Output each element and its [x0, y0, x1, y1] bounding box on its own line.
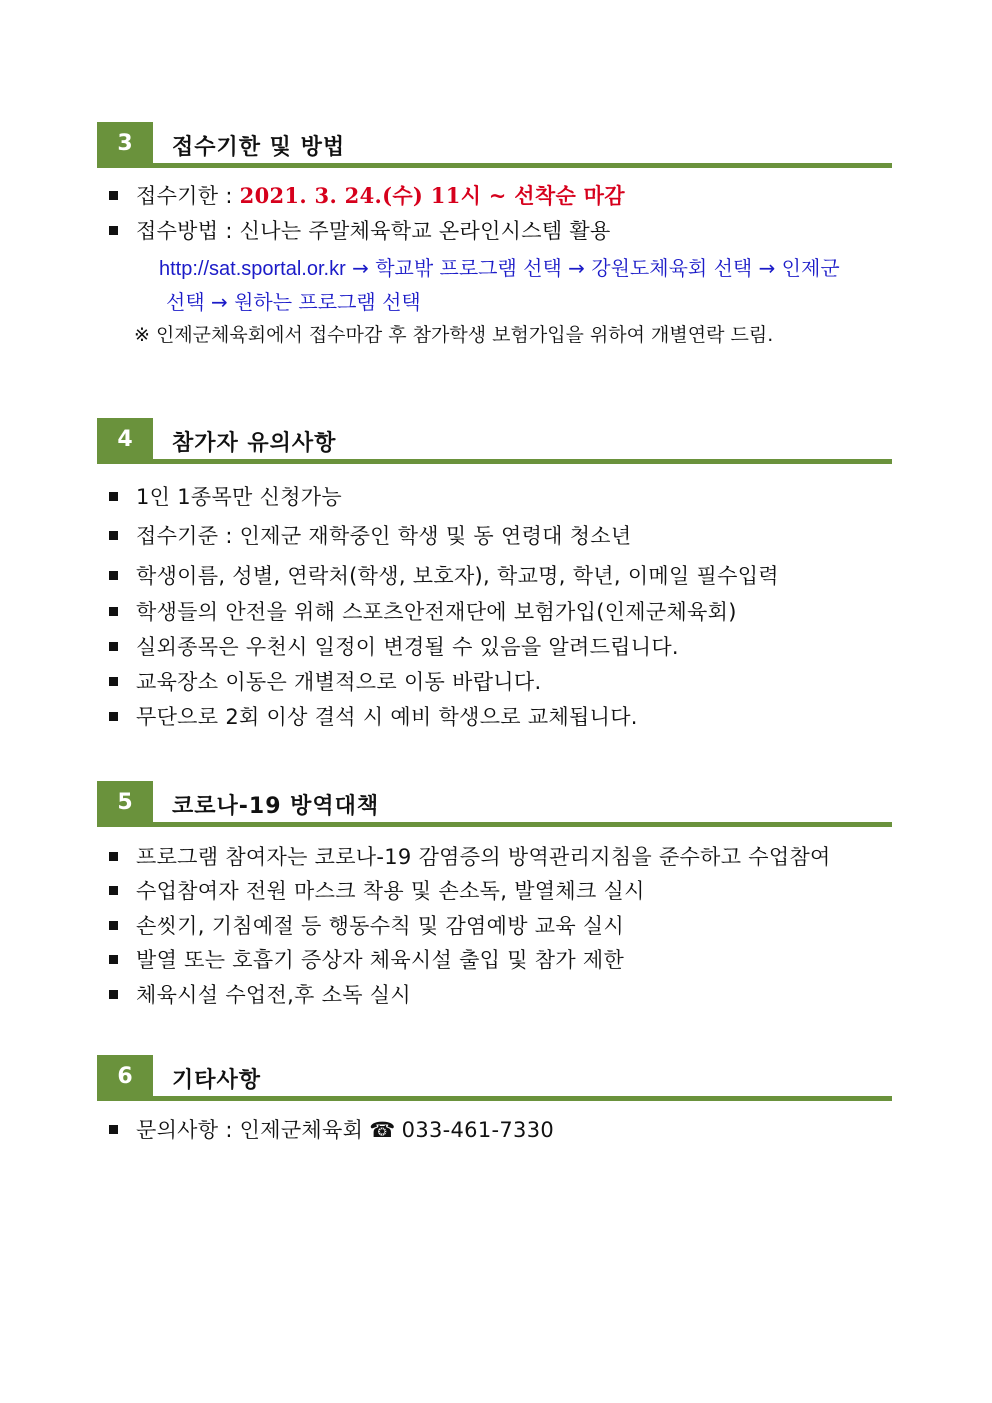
method-label: 접수방법 : 신나는 주말체육학교 온라인시스템 활용 [136, 219, 611, 243]
square-bullet-icon [109, 607, 118, 616]
list-item [109, 841, 831, 871]
section-number: 5 [97, 781, 153, 823]
square-bullet-icon [109, 191, 118, 200]
square-bullet-icon [109, 921, 118, 930]
registration-path-text: → 학교밖 프로그램 선택 → 강원도체육회 선택 → 인제군 [345, 256, 840, 280]
square-bullet-icon [109, 955, 118, 964]
list-item [109, 875, 645, 905]
list-item [109, 910, 624, 940]
section-divider [97, 459, 892, 464]
phone-number: 033-461-7330 [401, 1118, 555, 1142]
section-title: 코로나-19 방역대책 [172, 794, 380, 819]
square-bullet-icon [109, 990, 118, 999]
section-divider [97, 822, 892, 827]
list-item-text: 발열 또는 호흡기 증상자 체육시설 출입 및 참가 제한 [136, 948, 625, 972]
section-4-header [97, 418, 892, 464]
square-bullet-icon [109, 1125, 118, 1134]
list-item [109, 979, 411, 1009]
section-number: 4 [97, 418, 153, 460]
deadline-value: 2021. 3. 24.(수) 11시 ~ 선착순 마감 [239, 183, 625, 208]
square-bullet-icon [109, 886, 118, 895]
section-5-header [97, 781, 892, 827]
list-item-text: 학생이름, 성별, 연락처(학생, 보호자), 학교명, 학년, 이메일 필수입력 [136, 564, 779, 588]
section-number: 6 [97, 1055, 153, 1097]
section-divider [97, 163, 892, 168]
square-bullet-icon [109, 571, 118, 580]
deadline-label: 접수기한 : [136, 184, 240, 208]
section-6-header [97, 1055, 892, 1101]
registration-path-line-2: 선택 → 원하는 프로그램 선택 [166, 290, 421, 314]
list-item-text: 실외종목은 우천시 일정이 변경될 수 있음을 알려드립니다. [136, 635, 679, 659]
contact-label: 문의사항 : 인제군체육회 [136, 1118, 364, 1142]
list-item [109, 944, 624, 974]
registration-url-link[interactable]: http://sat.sportal.or.kr [159, 258, 346, 280]
section-divider [97, 1096, 892, 1101]
section-title: 기타사항 [172, 1068, 262, 1093]
square-bullet-icon [109, 852, 118, 861]
list-item [109, 631, 679, 661]
square-bullet-icon [109, 226, 118, 235]
square-bullet-icon [109, 492, 118, 501]
list-item [109, 666, 541, 696]
square-bullet-icon [109, 712, 118, 721]
contact-line [109, 1114, 554, 1144]
list-item [109, 180, 625, 210]
list-item-text: 수업참여자 전원 마스크 착용 및 손소독, 발열체크 실시 [136, 879, 645, 903]
list-item-text: 무단으로 2회 이상 결석 시 예비 학생으로 교체됩니다. [136, 705, 638, 729]
list-item [109, 215, 611, 245]
registration-note: ※ 인제군체육회에서 접수마감 후 참가학생 보험가입을 위하여 개별연락 드림. [134, 324, 774, 346]
phone-icon: ☎ [369, 1118, 396, 1142]
list-item-text: 학생들의 안전을 위해 스포츠안전재단에 보험가입(인제군체육회) [136, 600, 737, 624]
square-bullet-icon [109, 642, 118, 651]
list-item-text: 접수기준 : 인제군 재학중인 학생 및 동 연령대 청소년 [136, 524, 632, 548]
section-title: 참가자 유의사항 [172, 431, 337, 456]
list-item-text: 손씻기, 기침예절 등 행동수칙 및 감염예방 교육 실시 [136, 914, 625, 938]
list-item-text: 1인 1종목만 신청가능 [136, 485, 342, 509]
list-item-text: 프로그램 참여자는 코로나-19 감염증의 방역관리지침을 준수하고 수업참여 [136, 845, 831, 869]
section-title: 접수기한 및 방법 [172, 135, 346, 160]
square-bullet-icon [109, 677, 118, 686]
section-number: 3 [97, 122, 153, 164]
list-item-text: 체육시설 수업전,후 소독 실시 [136, 983, 411, 1007]
list-item [109, 560, 779, 590]
list-item [109, 481, 342, 511]
list-item [109, 520, 631, 550]
list-item [109, 596, 737, 626]
square-bullet-icon [109, 531, 118, 540]
list-item [109, 701, 638, 731]
section-3-header [97, 122, 892, 168]
registration-path-line-1 [159, 252, 840, 281]
list-item-text: 교육장소 이동은 개별적으로 이동 바랍니다. [136, 670, 542, 694]
